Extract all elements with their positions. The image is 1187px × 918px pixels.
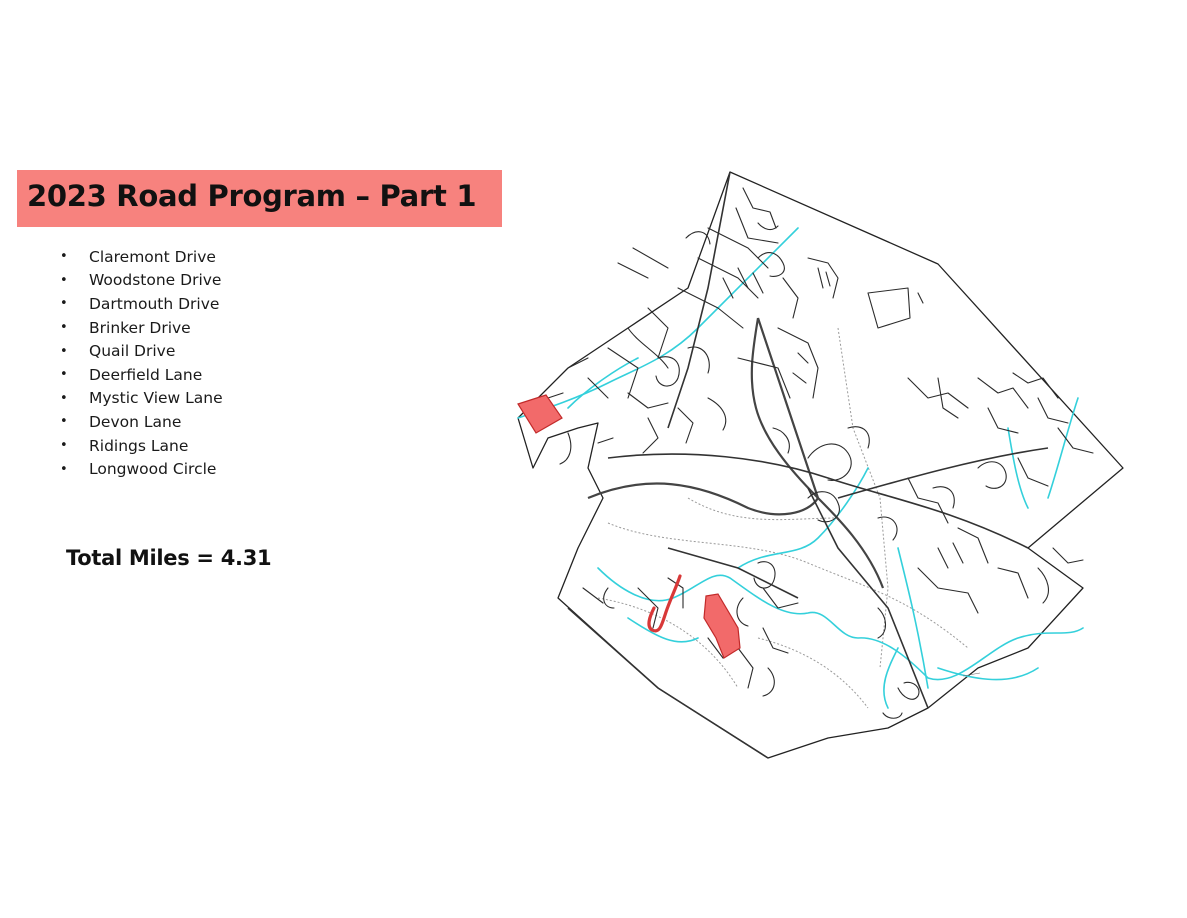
road-name: Claremont Drive bbox=[89, 247, 216, 266]
road-name: Devon Lane bbox=[89, 412, 182, 431]
bullet-icon: • bbox=[60, 438, 68, 454]
road-map-svg bbox=[508, 168, 1128, 760]
list-item bbox=[60, 245, 223, 269]
road-name: Woodstone Drive bbox=[89, 271, 222, 290]
list-item bbox=[60, 387, 223, 411]
bullet-icon: • bbox=[60, 296, 68, 312]
road-name: Ridings Lane bbox=[89, 436, 189, 455]
township-road-map bbox=[508, 168, 1128, 760]
slide-title: 2023 Road Program – Part 1 bbox=[27, 179, 477, 213]
list-item bbox=[60, 339, 223, 363]
bullet-icon: • bbox=[60, 461, 68, 477]
road-name: Deerfield Lane bbox=[89, 365, 203, 384]
list-item bbox=[60, 363, 223, 387]
list-item bbox=[60, 410, 223, 434]
list-item bbox=[60, 292, 223, 316]
bullet-icon: • bbox=[60, 390, 68, 406]
bullet-icon: • bbox=[60, 367, 68, 383]
road-name: Quail Drive bbox=[89, 342, 176, 361]
bullet-icon: • bbox=[60, 343, 68, 359]
bullet-icon: • bbox=[60, 414, 68, 430]
road-name: Longwood Circle bbox=[89, 460, 217, 479]
road-name: Brinker Drive bbox=[89, 318, 191, 337]
bullet-icon: • bbox=[60, 272, 68, 288]
road-list bbox=[60, 245, 223, 481]
title-banner bbox=[17, 170, 502, 227]
bullet-icon: • bbox=[60, 249, 68, 265]
total-miles: Total Miles = 4.31 bbox=[66, 546, 272, 570]
bullet-icon: • bbox=[60, 320, 68, 336]
list-item bbox=[60, 457, 223, 481]
list-item bbox=[60, 316, 223, 340]
road-name: Dartmouth Drive bbox=[89, 294, 220, 313]
road-name: Mystic View Lane bbox=[89, 389, 223, 408]
list-item bbox=[60, 434, 223, 458]
list-item bbox=[60, 269, 223, 293]
township-boundary bbox=[518, 172, 1123, 758]
